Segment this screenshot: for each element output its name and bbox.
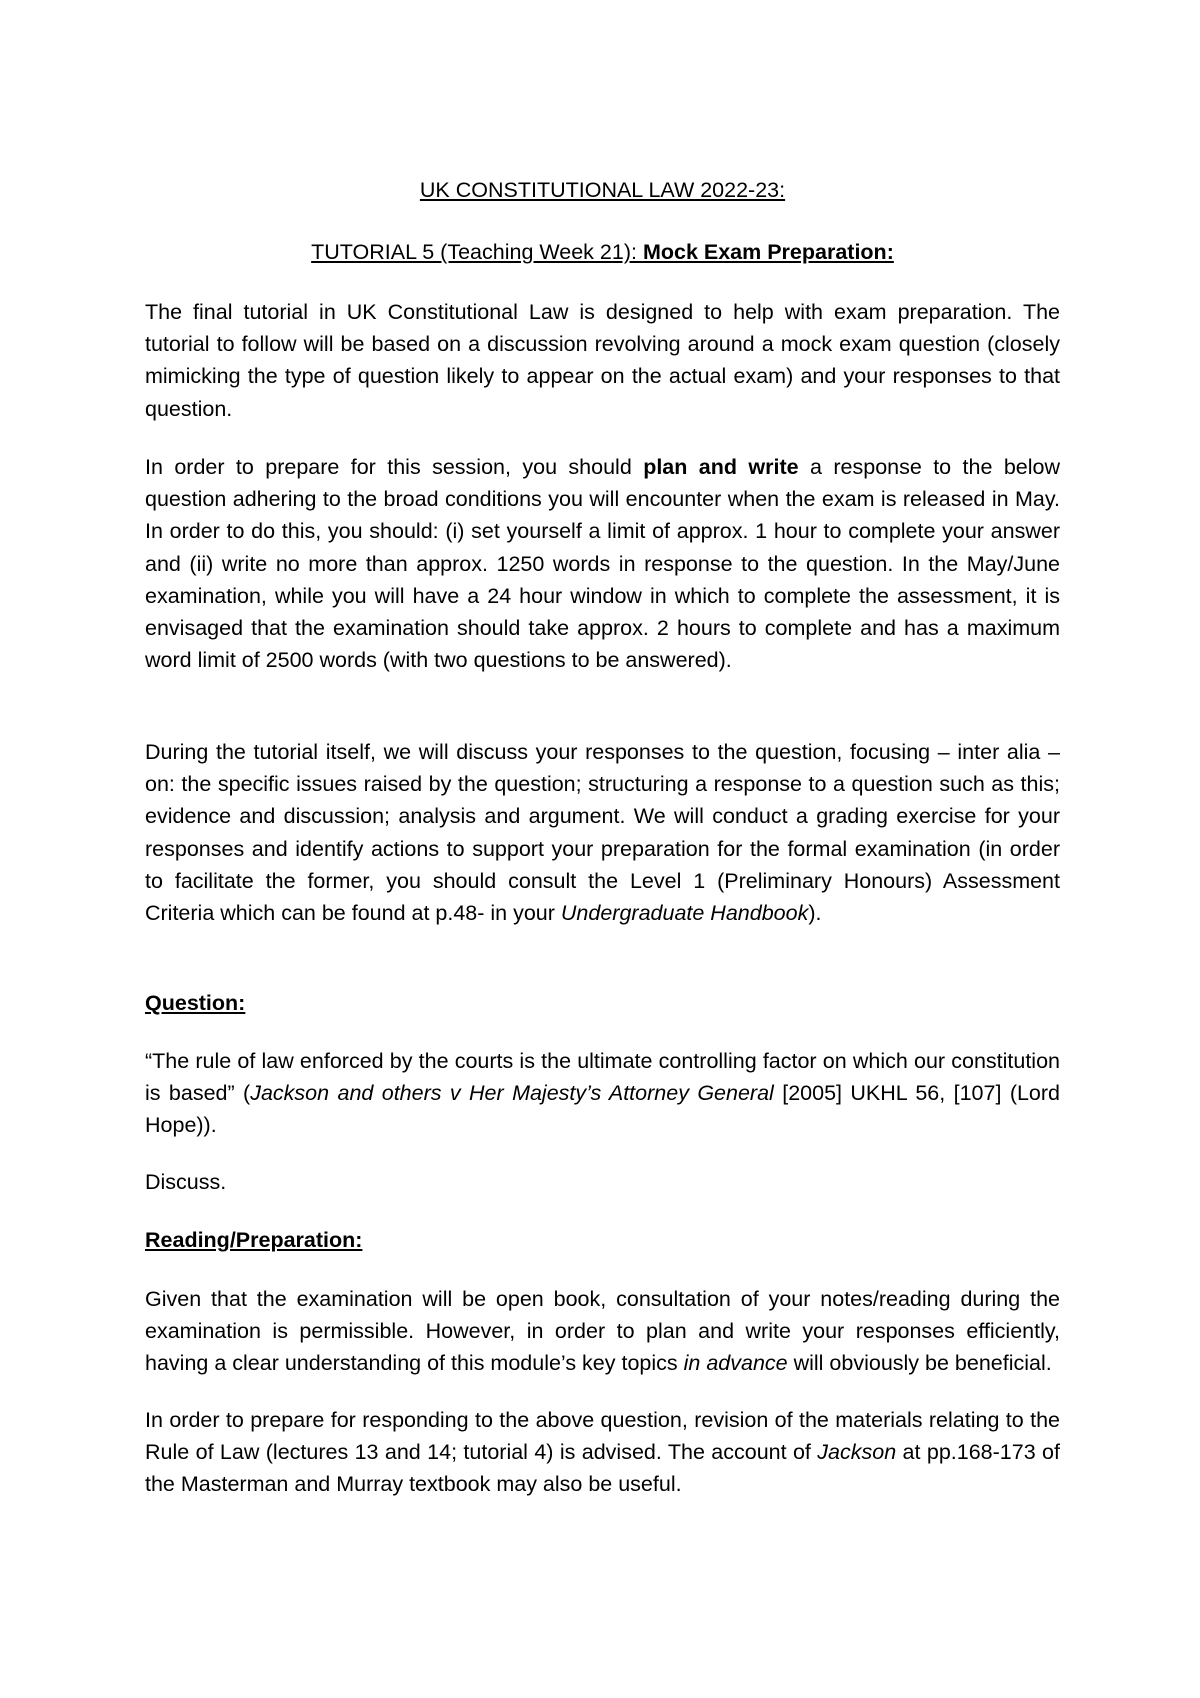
- tutorial-text-after: ).: [808, 901, 822, 926]
- handbook-title: Undergraduate Handbook: [560, 901, 809, 926]
- case-citation: [2005] UKHL 56, [107] (Lord Hope)).: [145, 1081, 1061, 1138]
- case-name: Jackson and others v Her Majesty’s Attorney General: [250, 1081, 774, 1106]
- reading-text-after: will obviously be beneficial.: [787, 1351, 1052, 1376]
- reading-paragraph: [145, 1283, 1060, 1380]
- subtitle-prefix: TUTORIAL 5 (Teaching Week 21):: [311, 240, 643, 264]
- question-heading: Question:: [145, 991, 246, 1015]
- subtitle-bold: Mock Exam Preparation:: [642, 240, 894, 264]
- document-title: UK CONSTITUTIONAL LAW 2022-23:: [419, 178, 786, 202]
- reading-heading: Reading/Preparation:: [145, 1228, 363, 1252]
- discuss-instruction: Discuss.: [145, 1170, 227, 1194]
- intro-paragraph: The final tutorial in UK Constitutional Law is designed to help with exam preparation. The tutorial to follow will be based on a discussion revolving around a mock exam question (closely mimicking the type of question likely to appear on the actual exam) and your responses to that question.: [145, 300, 1060, 421]
- reading-italic: in advance: [683, 1351, 788, 1376]
- document-subtitle: [145, 236, 1060, 268]
- tutorial-paragraph: [145, 736, 1060, 929]
- prep-text-before: In order to prepare for this session, you should: [145, 455, 644, 479]
- final-paragraph: [145, 1404, 1060, 1501]
- document-page: [145, 0, 1060, 1698]
- prep-text-after: a response to the below question adhering to the broad conditions you will encounter when the exam is released in May. In order to do this, you should: (i) set yourself a limit of approx. 1 hour to complete your answer and (ii) write no more than approx. 1250 words in response to the question. In the May/June examination, while you will have a 24 hour window in which to complete the assessment, it is envisaged that the examination should take approx. 2 hours to complete and has a maximum word limit of 2500 words (with two questions to be answered).: [145, 455, 1061, 673]
- preparation-paragraph: [145, 451, 1060, 676]
- reading-text-before: Given that the examination will be open book, consultation of your notes/reading during the examination is permissible. However, in order to plan and write your responses efficiently, having a clear understanding of this module’s key topics: [145, 1287, 1060, 1376]
- prep-bold-text: plan and write: [643, 455, 799, 479]
- final-case-name: Jackson: [817, 1440, 897, 1465]
- tutorial-text-before: During the tutorial itself, we will discuss your responses to the question, focusing – inter alia – on: the specific issues raised by the question; structuring a response to a question such as this; evidence and discussion; analysis and argument. We will conduct a grading exercise for your responses and identify actions to support your preparation for the formal examination (in order to facilitate the former, you should consult the Level 1 (Preliminary Honours) Assessment Criteria which can be found at p.48- in your: [145, 740, 1060, 926]
- quote-text: “The rule of law enforced by the courts is the ultimate controlling factor on which our constitution is based” (: [145, 1049, 1060, 1106]
- question-quote: [145, 1045, 1060, 1142]
- final-text-after: at pp.168-173 of the Masterman and Murray textbook may also be useful.: [145, 1440, 1060, 1497]
- final-text-before: In order to prepare for responding to the above question, revision of the materials relating to the Rule of Law (lectures 13 and 14; tutorial 4) is advised. The account of: [145, 1408, 1060, 1465]
